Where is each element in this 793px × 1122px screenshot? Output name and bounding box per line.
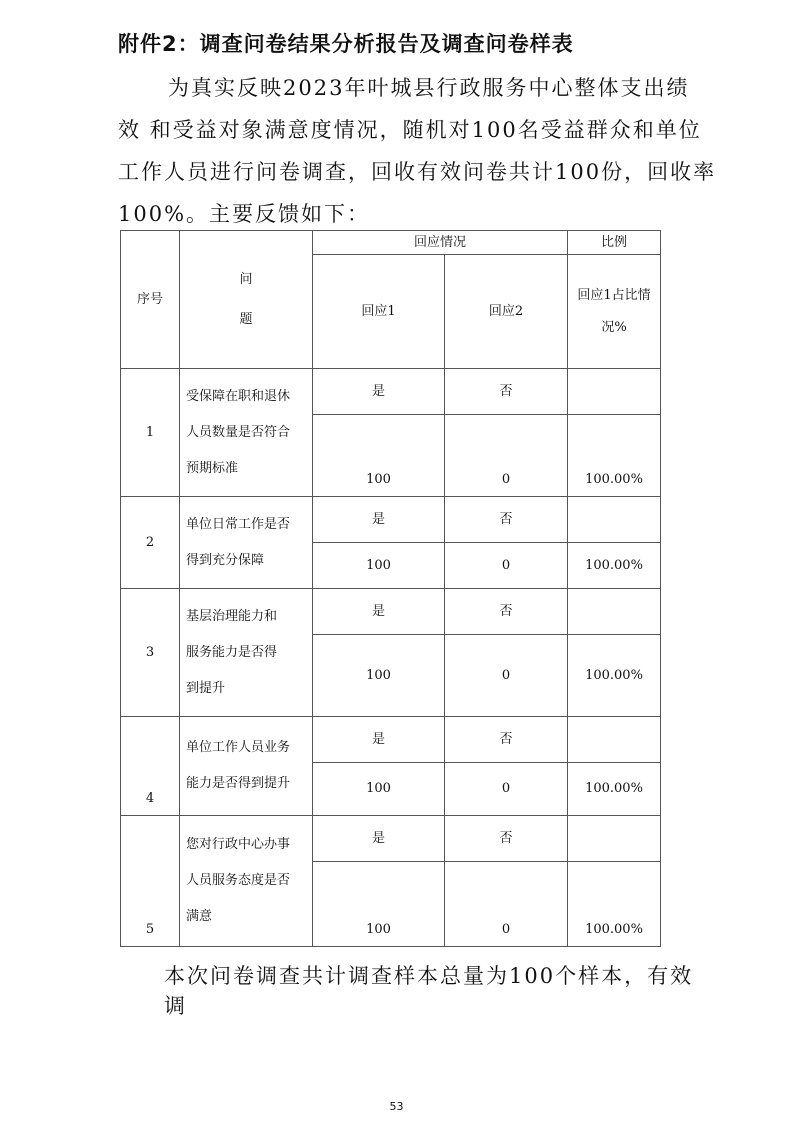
header-question-line2: 题: [239, 311, 253, 327]
row-ratio: 100.00%: [568, 543, 661, 589]
question-line: 预期标准: [186, 460, 239, 476]
row-option2: 否: [445, 589, 568, 635]
row-ratio-blank: [568, 369, 661, 415]
page-heading: 附件2：调查问卷结果分析报告及调查问卷样表: [118, 32, 574, 56]
row-option1: 是: [313, 816, 445, 862]
table-row: [121, 589, 661, 635]
page-number: 53: [389, 1100, 404, 1113]
question-line: 满意: [186, 909, 213, 924]
intro-line-3: 工作人员进行问卷调查，回收有效问卷共计100份，回收率: [118, 160, 717, 184]
row-ratio-blank: [568, 497, 661, 543]
row-count2: 0: [445, 763, 568, 816]
row-ratio-blank: [568, 816, 661, 862]
row-option1: 是: [313, 369, 445, 415]
row-question: [180, 369, 313, 497]
row-count1: 100: [313, 415, 445, 497]
question-line: 单位工作人员业务: [186, 740, 291, 755]
header-ratio-line2: 况%: [601, 319, 627, 335]
question-line: 到提升: [186, 680, 226, 696]
row-ratio: 100.00%: [568, 415, 661, 497]
row-count2: 0: [445, 862, 568, 947]
question-line: 您对行政中心办事: [186, 837, 291, 852]
row-count2: 0: [445, 635, 568, 717]
row-count1: 100: [313, 635, 445, 717]
intro-line-2: 效 和受益对象满意度情况，随机对100名受益群众和单位: [118, 118, 702, 142]
row-count1: 100: [313, 862, 445, 947]
question-line: 人员服务态度是否: [186, 873, 291, 888]
row-option2: 否: [445, 816, 568, 862]
header-ratio-line1: 回应1占比情: [577, 288, 651, 304]
table-row: [121, 369, 661, 415]
row-count1: 100: [313, 763, 445, 816]
row-ratio-blank: [568, 717, 661, 763]
row-option1: 是: [313, 497, 445, 543]
header-resp1: 回应1: [313, 255, 445, 369]
row-option1: 是: [313, 717, 445, 763]
row-option2: 否: [445, 497, 568, 543]
row-question: [180, 497, 313, 589]
table-row: [121, 717, 661, 763]
question-line: 能力是否得到提升: [186, 776, 291, 791]
header-question: [180, 231, 313, 369]
row-count2: 0: [445, 415, 568, 497]
row-option1: 是: [313, 589, 445, 635]
header-ratio-group: 比例: [568, 231, 661, 255]
row-ratio: 100.00%: [568, 635, 661, 717]
header-seq: 序号: [121, 231, 180, 369]
row-seq: 2: [121, 497, 180, 589]
row-seq: 1: [121, 369, 180, 497]
question-line: 服务能力是否得: [186, 644, 278, 660]
question-line: 人员数量是否符合: [186, 424, 291, 440]
header-resp2: 回应2: [445, 255, 568, 369]
row-seq: 4: [121, 717, 180, 816]
row-ratio: 100.00%: [568, 763, 661, 816]
row-count2: 0: [445, 543, 568, 589]
header-response-group: 回应情况: [313, 231, 568, 255]
intro-line-4: 100%。主要反馈如下：: [118, 202, 371, 226]
row-seq: 3: [121, 589, 180, 717]
question-line: 基层治理能力和: [186, 608, 278, 624]
row-option2: 否: [445, 369, 568, 415]
header-ratio-detail: [568, 255, 661, 369]
question-line: 得到充分保障: [186, 552, 265, 568]
row-count1: 100: [313, 543, 445, 589]
table-row: [121, 816, 661, 862]
row-question: [180, 816, 313, 947]
row-ratio: 100.00%: [568, 862, 661, 947]
row-seq: 5: [121, 816, 180, 947]
table-row: [121, 497, 661, 543]
intro-line-1: 为真实反映2023年叶城县行政服务中心整体支出绩: [168, 76, 690, 100]
survey-table: [120, 230, 661, 947]
question-line: 单位日常工作是否: [186, 516, 291, 532]
row-option2: 否: [445, 717, 568, 763]
header-question-line1: 问: [239, 271, 253, 287]
closing-line-2: 调: [164, 994, 187, 1018]
row-question: [180, 717, 313, 816]
closing-line-1: 本次问卷调查共计调查样本总量为100个样本，有效: [164, 964, 694, 988]
row-question: [180, 589, 313, 717]
row-ratio-blank: [568, 589, 661, 635]
question-line: 受保障在职和退休: [186, 388, 291, 404]
